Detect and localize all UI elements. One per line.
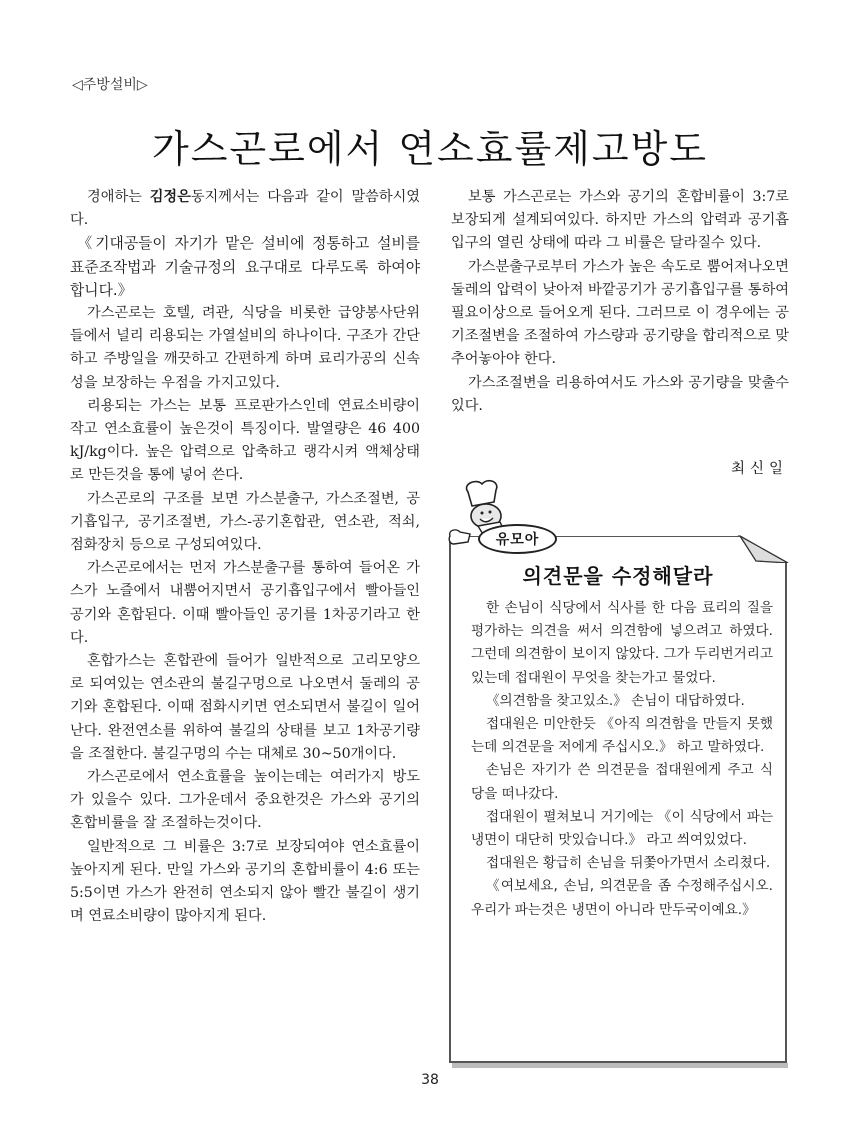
leader-quote: 《기대공들이 자기가 맡은 설비에 정통하고 설비를 표준조작법과 기술규정의 요구대로 다루도록 하여야 합니다.》 [70, 235, 420, 299]
humor-title: 의견문을 수정해달라 [522, 564, 714, 588]
humor-box-shadow [452, 1063, 788, 1068]
section-tag: ◁주방설비▷ [72, 77, 148, 93]
humor-paragraph: 손님은 자기가 쓴 의견문을 접대원에게 주고 식당을 떠나갔다. [471, 762, 773, 802]
author-name: 최신일 [730, 461, 788, 477]
humor-paragraph: 한 손님이 식당에서 식사를 한 다음 료리의 질을 평가하는 의견을 써서 의견함에 넣으려고 하였다. 그런데 의견함이 보이지 않았다. 그가 두리번거리고있는데 접대원이 무엇을 찾는가고 물었다. [471, 600, 773, 686]
folded-corner-icon [738, 533, 790, 563]
humor-badge: 유모아 [478, 524, 557, 554]
article-paragraph: 보통 가스곤로는 가스와 공기의 혼합비률이 3:7로 보장되게 설계되여있다. 하지만 가스의 압력과 공기흡입구의 열린 상태에 따라 그 비률은 달라질수 있다. [451, 189, 789, 252]
text-span: 동지께서는 다음과 같이 말씀하시였다. [70, 189, 420, 229]
humor-paragraph: 접대원은 미안한듯 《아직 의견함을 만들지 못했는데 의견문을 저에게 주십시오.》 하고 말하였다. [471, 716, 773, 756]
article-paragraph: 혼합가스는 혼합관에 들어가 일반적으로 고리모양으로 되여있는 연소관의 불길구멍으로 나오면서 둘레의 공기와 혼합된다. 이때 점화시키면 연소되면서 불길이 일어난다. 완전연소를 위하여 불길의 상태를 보고 1차공기량을 조절한다. 불길구멍의 수는 대체로 30~50개이다. [70, 653, 420, 762]
article-paragraph: 가스곤로의 구조를 보면 가스분출구, 가스조절변, 공기흡입구, 공기조절변, 가스-공기혼합관, 연소관, 적쇠, 점화장치 등으로 구성되여있다. [70, 490, 420, 554]
page-title: 가스곤로에서 연소효률제고방도 [152, 127, 708, 171]
article-paragraph: 리용되는 가스는 보통 프로판가스인데 연료소비량이 작고 연소효률이 높은것이 특징이다. 발열량은 46 400 kJ/kg이다. 높은 압력으로 압축하고 랭각시켜 액체상태로 만든것을 통에 넣어 쓴다. [70, 397, 420, 484]
humor-body [471, 597, 773, 922]
humor-paragraph: 접대원이 펼쳐보니 거기에는 《이 식당에서 파는 냉면이 대단히 맛있습니다.》 라고 씌여있었다. [471, 808, 773, 849]
humor-paragraph: 《여보세요, 손님, 의견문을 좀 수정해주십시오. 우리가 파는것은 냉면이 아니라 만두국이예요.》 [471, 878, 773, 918]
humor-paragraph: 《의견함을 찾고있소.》 손님이 대답하였다. [485, 692, 745, 709]
article-paragraph [70, 186, 420, 232]
article-right-column [451, 186, 789, 418]
article-paragraph: 가스분출구로부터 가스가 높은 속도로 뿜어져나오면 둘레의 압력이 낮아져 바깥공기가 공기흡입구를 통하여 필요이상으로 들어오게 된다. 그러므로 이 경우에는 공기조절변을 조절하여 가스량과 공기량을 합리적으로 맞추어놓아야 한다. [451, 258, 789, 368]
article-paragraph: 가스곤로에서는 먼저 가스분출구를 통하여 들어온 가스가 노즐에서 내뿜어지면서 공기흡입구에서 빨아들인 공기와 혼합된다. 이때 빨아들인 공기를 1차공기라고 한다. [70, 560, 420, 646]
page-number: 38 [421, 1072, 439, 1088]
article-paragraph: 가스조절변을 리용하여서도 가스와 공기량을 맞출수 있다. [451, 374, 789, 414]
article-left-column [70, 186, 420, 929]
article-paragraph: 가스곤로는 호텔, 려관, 식당을 비롯한 급양봉사단위들에서 널리 리용되는 가열설비의 하나이다. 구조가 간단하고 주방일을 깨끗하고 간편하게 하며 료리가공의 신속성을 보장하는 우점을 가지고있다. [70, 305, 420, 391]
article-paragraph: 가스곤로에서 연소효률을 높이는데는 여러가지 방도가 있을수 있다. 그가운데서 중요한것은 가스와 공기의 혼합비률을 잘 조절하는것이다. [70, 769, 420, 832]
leader-name: 김정은 [149, 189, 191, 205]
text-span: 경애하는 [87, 189, 150, 205]
article-paragraph: 일반적으로 그 비률은 3:7로 보장되여야 연소효률이 높아지게 된다. 만일 가스와 공기의 혼합비률이 4:6 또는 5:5이면 가스가 완전히 연소되지 않아 빨간 불길이 생기며 연료소비량이 많아지게 된다. [70, 838, 420, 925]
humor-paragraph: 접대원은 황급히 손님을 뒤쫓아가면서 소리쳤다. [485, 855, 771, 872]
